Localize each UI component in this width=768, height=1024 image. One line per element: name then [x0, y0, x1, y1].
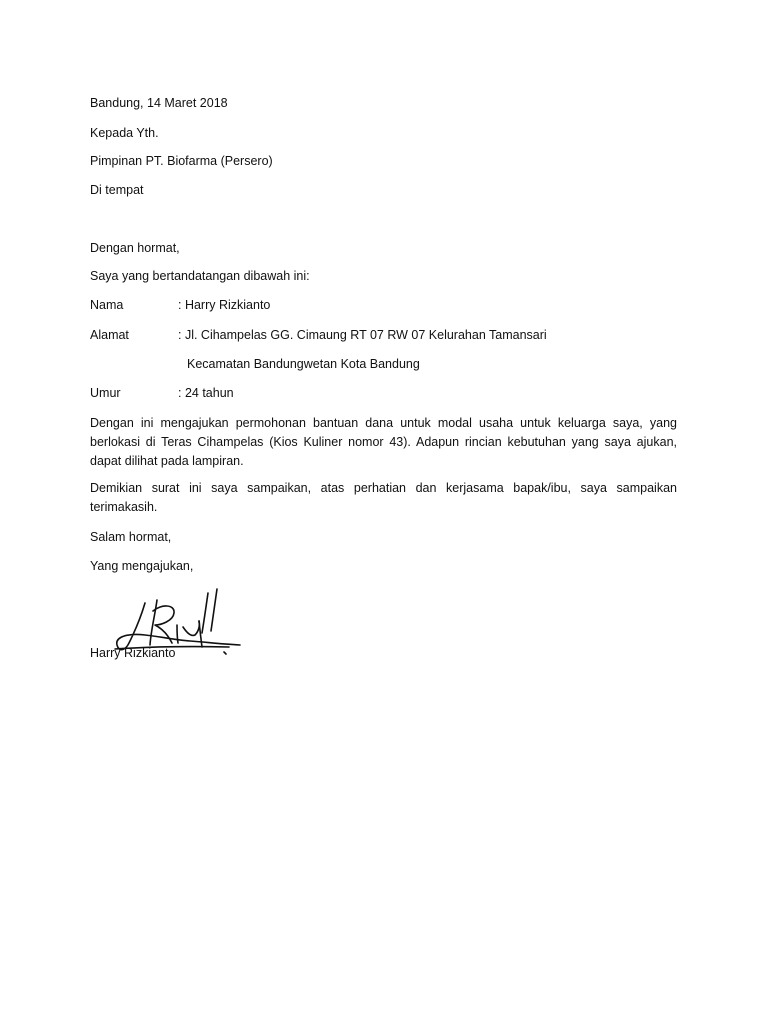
alamat-label: Alamat: [90, 328, 129, 342]
umur-label: Umur: [90, 386, 121, 400]
nama-value: : Harry Rizkianto: [178, 298, 271, 312]
alamat-value-line-2: Kecamatan Bandungwetan Kota Bandung: [187, 357, 420, 371]
place-line: Di tempat: [90, 183, 144, 197]
closing-paragraph: Demikian surat ini saya sampaikan, atas perhatian dan kerjasama bapak/ibu, saya sampaikan terimakasih.: [90, 481, 677, 514]
salutation: Salam hormat,: [90, 530, 172, 544]
nama-label: Nama: [90, 298, 124, 312]
date-line: Bandung, 14 Maret 2018: [90, 96, 228, 110]
greeting: Dengan hormat,: [90, 241, 180, 255]
umur-value: : 24 tahun: [178, 386, 234, 400]
to-line: Kepada Yth.: [90, 126, 159, 140]
applicant-line: Yang mengajukan,: [90, 559, 194, 573]
alamat-value-line-1: : Jl. Cihampelas GG. Cimaung RT 07 RW 07 Kelurahan Tamansari: [178, 328, 547, 342]
body-paragraph: Dengan ini mengajukan permohonan bantuan dana untuk modal usaha untuk keluarga saya, yang berlokasi di Teras Cihampelas (Kios Kuliner nomor 43). Adapun rincian kebutuhan yang saya ajukan, dapat dilihat pada lampiran.: [90, 416, 677, 468]
handwritten-signature: [105, 585, 250, 670]
recipient-line: Pimpinan PT. Biofarma (Persero): [90, 154, 273, 168]
signatory-name: Harry Rizkianto: [90, 646, 176, 660]
intro-line: Saya yang bertandatangan dibawah ini:: [90, 269, 310, 283]
